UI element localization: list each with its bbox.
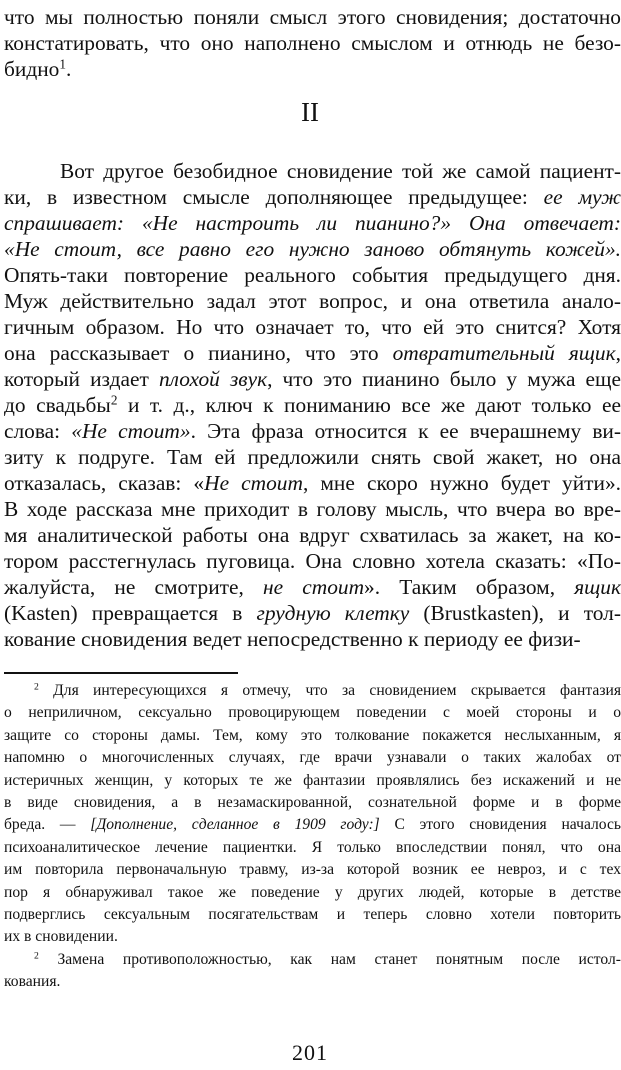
text-line [4,366,621,392]
text-line: что мы полностью поняли смысл этого сновидения; достаточно [4,5,621,29]
text-line [4,444,621,470]
footnote-marker: 2 [34,681,39,693]
text-run: грудную клетку [256,601,410,625]
footnote-line [4,815,621,836]
footnote-marker: 1 [59,56,66,72]
text-line: констатировать, что оно наполнено смыслом и отнюдь не безо- [4,31,621,55]
text-run: (Brustkasten), и тол- [409,601,621,625]
text-run: ящик [574,575,621,599]
text-run: Вот другое безобидное сновидение той же самой пациент- [60,159,621,183]
text-run: отвратительный ящик [392,341,616,365]
text-line [4,574,621,600]
footnote-marker: 2 [110,392,118,408]
footnote-line [4,771,621,792]
text-run: ». Таким образом, [364,575,575,599]
footnote-line [4,905,621,926]
text-run: . Эта фраза относится к ее вчерашнему ви- [190,419,621,443]
footnote-line [4,927,621,948]
text-line [4,236,621,262]
text-run: бреда. — [4,816,91,834]
text-run: пор я обнаруживал такое же поведение у других людей, которые в детстве [4,883,621,901]
text-run: кование сновидения ведет непосредственно к периоду ее физи- [4,627,581,651]
footnote-line [4,838,621,859]
text-run: жалуйста, не смотрите, [4,575,263,599]
footnote-line [4,703,621,724]
text-line [4,496,621,522]
text-run: «Не стоит, все равно его нужно заново обтянуть кожей». [4,237,621,261]
page-number: 201 [292,1040,328,1065]
text-run: защите со стороны дамы. Тем, кому это толкование покажется неслыханным, я [4,726,621,744]
text-line [4,210,621,236]
text-line [4,340,621,366]
text-line [4,288,621,314]
text-run: в виде сновидения, а в незамаскированной, сознательной форме и в форме [4,794,621,811]
footnote-line [4,748,621,769]
text-line [4,418,621,444]
text-run: напомню о многочисленных случаях, где врачи узнавали о таких жалобах от [4,749,621,767]
footnote-line [4,883,621,904]
footnote-line [34,950,621,971]
footnote-line [34,681,621,702]
text-line [4,262,621,288]
text-run: плохой звук [158,367,268,391]
text-run: психоаналитическое лечение пациентки. Я только впоследствии понял, что она [4,838,621,856]
text-run: , [615,341,621,365]
text-line [4,392,621,418]
text-run: о неприличном, сексуально провоцирующем поведении с моей стороны и о [4,704,621,722]
text-line [4,314,621,340]
text-line [4,600,621,626]
text-line: бидно$^1$. [4,56,72,81]
section-heading: II [301,97,319,127]
text-run: «Не стоит» [71,419,191,443]
text-run: ее муж [543,185,621,209]
text-line [60,158,621,184]
text-run: мя аналитической работы она вдруг схватилась за жакет, на ко- [4,523,621,547]
text-run: Опять-таки повторение реального события предыдущего дня. [4,263,621,287]
text-run: кования. [4,973,61,991]
text-run: зиту к подруге. Там ей предложили снять свой жакет, но она [4,445,621,469]
text-run: тором расстегнулась пуговица. Она словно хотела сказать: «По- [4,549,621,573]
text-run: спрашивает: «Не настроить ли пианино?» Она отвечает: [4,211,621,235]
text-run: Замена противоположностью, как нам станет понятным после истол- [38,950,621,968]
text-run: подверглись сексуальным посягательствам и теперь словно хотели повторить [4,906,621,923]
text-run: слова: [4,419,72,443]
footnote-line [4,726,621,747]
text-line [4,626,621,652]
footnote-separator [4,672,238,674]
text-run: Для интересующихся я отмечу, что за сновидением скрывается фантазия [38,682,621,699]
text-run: В ходе рассказа мне приходит в голову мысль, что вчера во вре- [4,497,621,521]
text-run: Муж действительно задал этот вопрос, и она ответила анало- [4,289,621,313]
text-run: и т. д., ключ к пониманию все же дают только ее [117,393,621,417]
text-run: отказалась, сказав: « [4,471,205,495]
text-run: не стоит [263,575,365,599]
text-run: гичным образом. Но что означает то, что ей это снится? Хотя [4,315,621,339]
text-run: (Kasten) превращается в [4,601,257,625]
text-run: , мне скоро нужно будет уйти». [302,471,621,495]
text-run: , что это пианино было у мужа еще [267,367,621,391]
footnote-line [4,972,621,993]
text-run: который издает [4,367,159,391]
text-run: Не стоит [204,471,303,495]
text-run: истеричных женщин, у которых те же фантазии проявлялись без искажений и не [4,771,621,789]
footnote-marker: 2 [34,950,39,962]
text-run: до свадьбы [4,393,111,417]
footnote-line [4,793,621,814]
text-line [4,184,621,210]
text-line [4,548,621,574]
text-run: ки, в известном смысле дополняющее предыдущее: [4,185,544,209]
text-run: [Дополнение, сделанное в 1909 году:] [90,816,380,834]
text-run: С этого сновидения началось [379,816,621,834]
text-run: она рассказывает о пианино, что это [4,341,393,365]
text-line [4,522,621,548]
text-run: их в сновидении. [4,928,118,946]
footnote-line [4,860,621,881]
text-line [4,470,621,496]
text-run: им повторила первоначальную травму, из-за которой возник ее невроз, и с тех [4,861,621,879]
